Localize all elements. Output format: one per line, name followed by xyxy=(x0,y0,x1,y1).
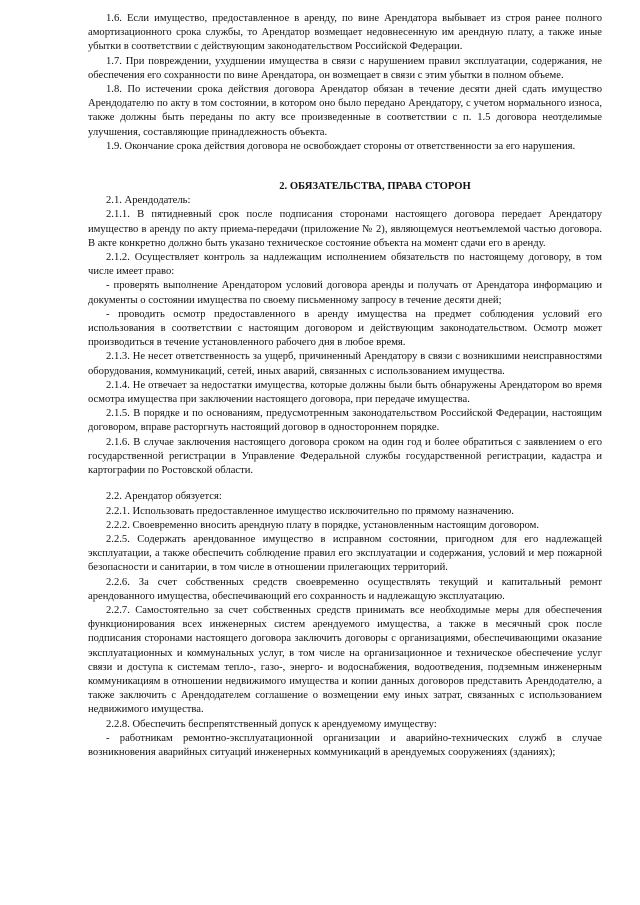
paragraph-2-2-5: 2.2.5. Содержать арендованное имущество в исправном состоянии, пригодном для его надлежащей эксплуатации, а также обеспечить соблюдение правил его эксплуатации и содержания, условий и мер пожарной безопасности и санитарии, в том числе в отношении прилегающих территорий. xyxy=(88,533,602,574)
paragraph-1-7: 1.7. При повреждении, ухудшении имущества в связи с нарушением правил эксплуатации, содержания, не обеспечения его сохранности по вине Арендатора, он возмещает в связи с этим убытки в полном объеме. xyxy=(88,55,602,81)
paragraph-2-1-1: 2.1.1. В пятидневный срок после подписания сторонами настоящего договора передает Арендатору имущество в аренду по акту приема-передачи (приложение № 2), являющемуся неотъемлемой частью договора. В акте конкретно должно быть указано техническое состояние объекта на момент сдачи его в аренду. xyxy=(88,209,602,249)
paragraph-2-2: 2.2. Арендатор обязуется: xyxy=(106,491,222,503)
paragraph-2-1-2-item-check: - проверять выполнение Арендатором условий договора аренды и получать от Арендатора информацию и документы о состоянии имущества по своему письменному запросу в течение десяти дней; xyxy=(88,280,602,306)
paragraph-2-1: 2.1. Арендодатель: xyxy=(106,195,191,207)
landlord-paragraphs xyxy=(88,194,602,478)
paragraph-2-2-8: 2.2.8. Обеспечить беспрепятственный допуск к арендуемому имуществу: xyxy=(106,718,437,730)
spacer xyxy=(88,154,602,180)
paragraph-1-8: 1.8. По истечении срока действия договора Арендатор обязан в течение десяти дней сдать имущество Арендодателю по акту в том состоянии, в котором оно было передано Арендатору, с учетом нормального износа, также должны быть переданы по акту все произведенные в соответствии с п. 1.5 договора неотделимые улучшения, составляющие принадлежность объекта. xyxy=(88,84,602,138)
paragraph-2-2-8-item-repair: - работникам ремонтно-эксплуатационной организации и аварийно-технических служб в случае возникновения аварийных ситуаций инженерных коммуникаций в арендуемых сооружениях (зданиях); xyxy=(88,732,602,758)
paragraph-2-1-6: 2.1.6. В случае заключения настоящего договора сроком на один год и более обратиться с заявлением о его государственной регистрации в Управление Федеральной службы государственной регистрации, кадастра и картографии по Ростовской области. xyxy=(88,436,602,477)
paragraph-2-1-5: 2.1.5. В порядке и по основаниям, предусмотренным законодательством Российской Федерации, настоящим договором, вправе расторгнуть настоящий договор в одностороннем порядке. xyxy=(88,408,602,434)
paragraph-2-2-2: 2.2.2. Своевременно вносить арендную плату в порядке, установленным настоящим договором. xyxy=(106,519,540,531)
paragraph-2-1-2: 2.1.2. Осуществляет контроль за надлежащим исполнением обязательств по настоящему договору, в том числе имеет право: xyxy=(88,252,602,278)
paragraph-2-1-3: 2.1.3. Не несет ответственность за ущерб, причиненный Арендатору в связи с возникшими неисправностями оборудования, коммуникаций, сетей, иных аварий, связанных с использованием имущества. xyxy=(88,351,602,377)
section-1-paragraphs xyxy=(88,12,602,154)
paragraph-2-1-2-item-inspect: - проводить осмотр предоставленного в аренду имущества на предмет соблюдения условий его использования в соответствии с настоящим договором и действующим законодательством. Осмотр может производиться в течение установленного рабочего дня в любое время. xyxy=(88,308,602,349)
document-page xyxy=(88,12,602,760)
paragraph-2-2-1: 2.2.1. Использовать предоставленное имущество исключительно по прямому назначению. xyxy=(106,505,514,517)
paragraph-2-2-6: 2.2.6. За счет собственных средств своевременно осуществлять текущий и капитальный ремонт арендованного имущества, обеспечивающий его сохранность и надлежащую эксплуатацию. xyxy=(88,576,602,602)
tenant-paragraphs xyxy=(88,490,602,760)
paragraph-1-6: 1.6. Если имущество, предоставленное в аренду, по вине Арендатора выбывает из строя ранее полного амортизационного срока службы, то Арендатор возмещает недовнесенную им арендную плату, а также иные убытки в соответствии с действующим законодательством Российской Федерации. xyxy=(88,13,602,53)
paragraph-2-1-4: 2.1.4. Не отвечает за недостатки имущества, которые должны были быть обнаружены Арендатором во время осмотра имущества при заключении настоящего договора, при передаче имущества. xyxy=(88,379,602,406)
section-2-heading: 2. ОБЯЗАТЕЛЬСТВА, ПРАВА СТОРОН xyxy=(279,181,471,193)
paragraph-2-2-7: 2.2.7. Самостоятельно за счет собственных средств принимать все необходимые меры для обеспечения функционирования всех инженерных систем арендуемого имущества, а также в месячный срок после подписания сторонами настоящего договора заключить договоры с организациями, обеспечивающими оказание эксплуатационных и коммунальных услуг, в том числе на организационное и техническое обеспечение услуг связи и доступа к системам тепло-, газо-, энерго- и водоснабжения, водоотведения, подземным инженерным коммуникациям в отношении недвижимого имущества и копии данных договоров представить Арендодателю, а также заключить с Арендодателем соглашение о возмещении ему иных затрат, связанных с использованием недвижимого имущества. xyxy=(88,604,602,716)
spacer xyxy=(88,478,602,490)
paragraph-1-9: 1.9. Окончание срока действия договора не освобождает стороны от ответственности за его нарушения. xyxy=(106,140,576,152)
